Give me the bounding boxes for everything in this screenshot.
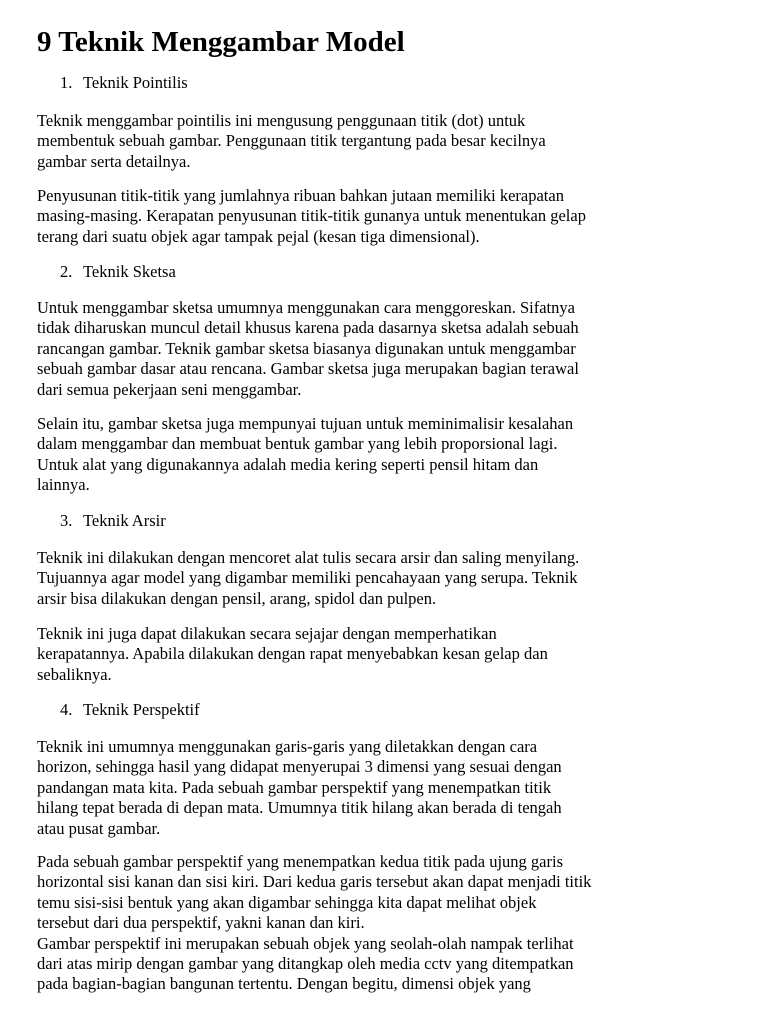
section-heading-arsir (60, 511, 166, 531)
text-line: tidak diharuskan muncul detail khusus karena pada dasarnya sketsa adalah sebuah (37, 318, 579, 338)
text-line: Teknik ini umumnya menggunakan garis-garis yang diletakkan dengan cara (37, 737, 538, 756)
text-line: horizontal sisi kanan dan sisi kiri. Dari kedua garis tersebut akan dapat menjadi titik (37, 872, 592, 892)
text-line: Tujuannya agar model yang digambar memiliki pencahayaan yang serupa. Teknik (37, 568, 578, 588)
text-line: Untuk alat yang digunakannya adalah media kering seperti pensil hitam dan (37, 454, 539, 474)
text-line: Teknik menggambar pointilis ini mengusung penggunaan titik (dot) untuk (37, 111, 526, 130)
section-number: 1. (60, 73, 73, 92)
text-line: hilang tepat berada di depan mata. Umumnya titik hilang akan berada di tengah (37, 798, 562, 818)
text-line: temu sisi-sisi bentuk yang akan digambar sehingga kita dapat melihat objek (37, 892, 537, 912)
paragraph (37, 298, 747, 400)
text-line: arsir bisa dilakukan dengan pensil, arang, spidol dan pulpen. (37, 588, 437, 608)
section-heading-text: Teknik Sketsa (83, 262, 176, 281)
section-number: 2. (60, 262, 73, 281)
text-line: Gambar perspektif ini merupakan sebuah objek yang seolah-olah nampak terlihat (37, 933, 574, 953)
text-line: horizon, sehingga hasil yang didapat menyerupai 3 dimensi yang sesuai dengan (37, 757, 562, 777)
text-line: terang dari suatu objek agar tampak pejal (kesan tiga dimensional). (37, 226, 480, 246)
text-line: pandangan mata kita. Pada sebuah gambar perspektif yang menempatkan titik (37, 777, 552, 797)
text-line: rancangan gambar. Teknik gambar sketsa biasanya digunakan untuk menggambar (37, 338, 576, 358)
text-line: dari atas mirip dengan gambar yang ditangkap oleh media cctv yang ditempatkan (37, 954, 574, 974)
text-line: sebaliknya. (37, 664, 112, 684)
text-line: dari semua pekerjaan seni menggambar. (37, 379, 302, 399)
text-line: Teknik ini juga dapat dilakukan secara sejajar dengan memperhatikan (37, 624, 497, 643)
text-line: Teknik ini dilakukan dengan mencoret alat tulis secara arsir dan saling menyilang. (37, 548, 580, 567)
text-line: pada bagian-bagian bangunan tertentu. Dengan begitu, dimensi objek yang (37, 974, 531, 994)
text-line: tersebut dari dua perspektif, yakni kanan dan kiri. (37, 913, 365, 933)
text-line: Selain itu, gambar sketsa juga mempunyai tujuan untuk meminimalisir kesalahan (37, 414, 574, 433)
section-heading-sketsa (60, 262, 176, 282)
text-line: membentuk sebuah gambar. Penggunaan titik tergantung pada besar kecilnya (37, 131, 546, 151)
paragraph (37, 548, 747, 609)
text-line: sebuah gambar dasar atau rencana. Gambar sketsa juga merupakan bagian terawal (37, 359, 579, 379)
section-number: 4. (60, 700, 73, 719)
text-line: dalam menggambar dan membuat bentuk gambar yang lebih proporsional lagi. (37, 434, 558, 454)
text-line: kerapatannya. Apabila dilakukan dengan rapat menyebabkan kesan gelap dan (37, 644, 548, 664)
text-line: atau pusat gambar. (37, 818, 161, 838)
paragraph (37, 624, 747, 685)
text-line: lainnya. (37, 475, 90, 495)
section-heading-pointilis (60, 73, 188, 93)
text-line: Pada sebuah gambar perspektif yang menempatkan kedua titik pada ujung garis (37, 852, 564, 871)
section-heading-text: Teknik Pointilis (83, 73, 188, 92)
text-line: masing-masing. Kerapatan penyusunan titik-titik gunanya untuk menentukan gelap (37, 206, 586, 226)
section-number: 3. (60, 511, 73, 530)
section-heading-text: Teknik Arsir (83, 511, 166, 530)
page-title: 9 Teknik Menggambar Model (37, 26, 405, 58)
paragraph (37, 737, 747, 839)
section-heading-text: Teknik Perspektif (83, 700, 200, 719)
paragraph (37, 111, 747, 172)
text-line: gambar serta detailnya. (37, 151, 191, 171)
paragraph (37, 414, 747, 496)
text-line: Untuk menggambar sketsa umumnya menggunakan cara menggoreskan. Sifatnya (37, 298, 575, 317)
paragraph (37, 186, 747, 247)
text-line: Penyusunan titik-titik yang jumlahnya ribuan bahkan jutaan memiliki kerapatan (37, 186, 564, 205)
section-heading-perspektif (60, 700, 200, 720)
paragraph (37, 852, 747, 995)
